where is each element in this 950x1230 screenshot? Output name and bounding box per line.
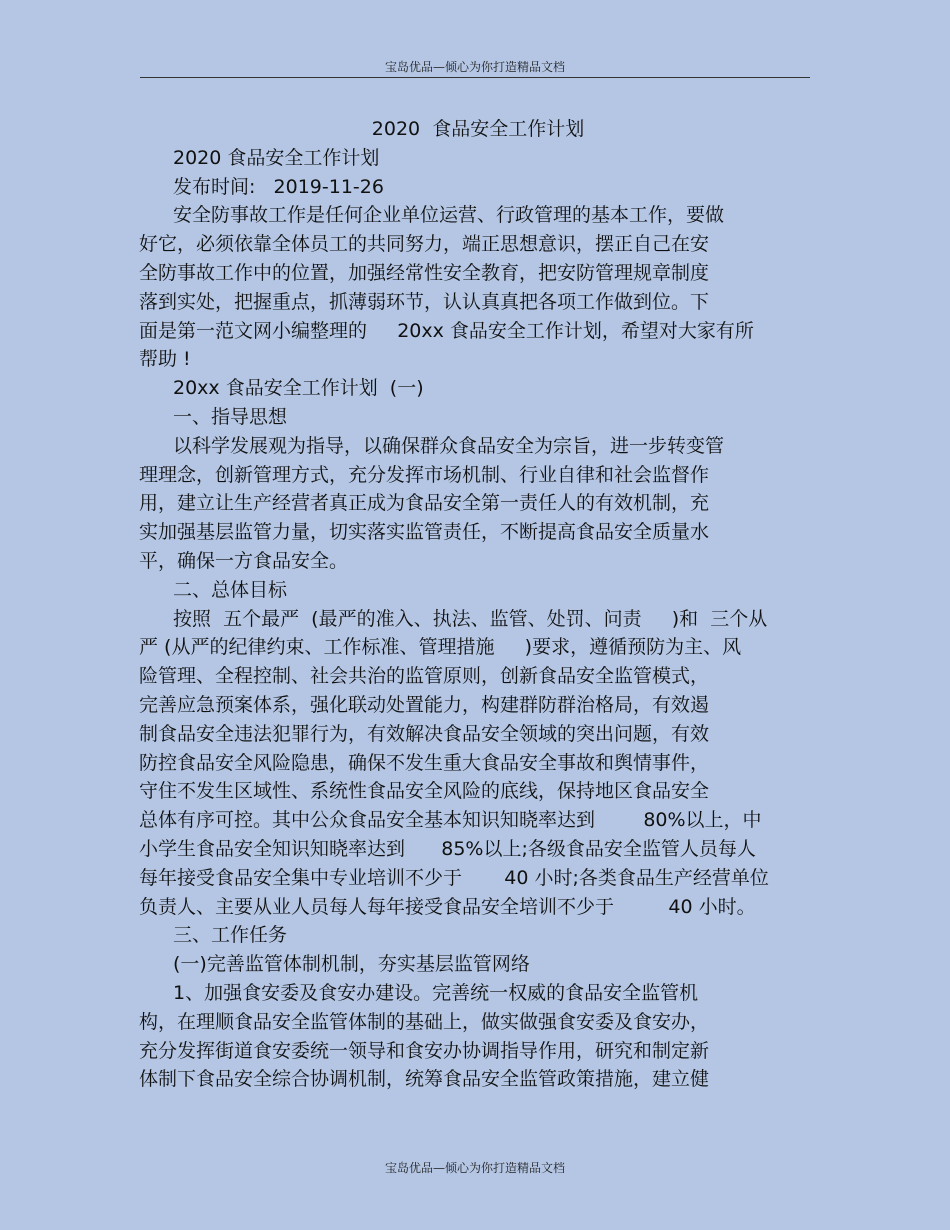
- text-line: 用，建立让生产经营者真正成为食品安全第一责任人的有效机制，充: [139, 492, 710, 515]
- header-divider: [140, 77, 810, 78]
- text-line: 守住不发生区域性、系统性食品安全风险的底线，保持地区食品安全: [139, 780, 710, 803]
- text-line: 20xx 食品安全工作计划 (一): [173, 377, 424, 400]
- text-line: (一)完善监管体制机制，夯实基层监管网络: [173, 953, 530, 976]
- text-line: 险管理、全程控制、社会共治的监管原则，创新食品安全监管模式，: [139, 665, 710, 688]
- text-line: 安全防事故工作是任何企业单位运营、行政管理的基本工作，要做: [173, 204, 725, 227]
- text-line: 实加强基层监管力量，切实落实监管责任，不断提高食品安全质量水: [139, 521, 710, 544]
- text-line: 总体有序可控。其中公众食品安全基本知识知晓率达到 80%以上，中: [139, 809, 762, 832]
- text-line: 负责人、主要从业人员每人每年接受食品安全培训不少于 40 小时。: [139, 895, 756, 918]
- text-line: 制食品安全违法犯罪行为，有效解决食品安全领域的突出问题，有效: [139, 722, 710, 745]
- text-line: 2020 食品安全工作计划: [173, 146, 380, 169]
- document-title: 2020 食品安全工作计划: [371, 118, 585, 140]
- text-line: 构，在理顺食品安全监管体制的基础上，做实做强食安委及食安办，: [139, 1010, 710, 1033]
- text-line: 防控食品安全风险隐患，确保不发生重大食品安全事故和舆情事件，: [139, 751, 710, 774]
- text-line: 充分发挥街道食安委统一领导和食安办协调指导作用，研究和制定新: [139, 1039, 710, 1062]
- text-line: 体制下食品安全综合协调机制，统筹食品安全监管政策措施，建立健: [139, 1068, 710, 1091]
- document-body: [139, 115, 799, 1094]
- text-line: 以科学发展观为指导，以确保群众食品安全为宗旨，进一步转变管: [173, 434, 725, 457]
- text-line: 按照 五个最严 (最严的准入、执法、监管、处罚、问责 )和 三个从: [173, 607, 768, 630]
- text-line: 三、工作任务: [173, 924, 288, 947]
- text-line: 小学生食品安全知识知晓率达到 85%以上;各级食品安全监管人员每人: [139, 837, 756, 860]
- text-line: 理理念，创新管理方式，充分发挥市场机制、行业自律和社会监督作: [139, 463, 710, 486]
- text-line: 好它，必须依靠全体员工的共同努力，端正思想意识，摆正自己在安: [139, 233, 710, 256]
- text-line: 严 (从严的纪律约束、工作标准、管理措施 )要求，遵循预防为主、风: [139, 636, 742, 659]
- text-line: 面是第一范文网小编整理的 20xx 食品安全工作计划，希望对大家有所: [139, 319, 754, 342]
- text-line: 一、指导思想: [173, 405, 288, 428]
- text-line: 平，确保一方食品安全。: [139, 549, 349, 572]
- page-header: 宝岛优品—倾心为你打造精品文档: [384, 60, 565, 74]
- text-line: 二、总体目标: [173, 578, 288, 601]
- page-footer: 宝岛优品—倾心为你打造精品文档: [384, 1161, 565, 1175]
- text-line: 每年接受食品安全集中专业培训不少于 40 小时;各类食品生产经营单位: [139, 866, 769, 889]
- text-line: 1、加强食安委及食安办建设。完善统一权威的食品安全监管机: [173, 981, 699, 1004]
- paragraph-lines: [139, 144, 799, 1094]
- text-line: 发布时间: 2019-11-26: [173, 175, 384, 198]
- text-line: 落到实处，把握重点，抓薄弱环节，认认真真把各项工作做到位。下: [139, 290, 710, 313]
- text-line: 完善应急预案体系，强化联动处置能力，构建群防群治格局，有效遏: [139, 693, 710, 716]
- text-line: 帮助 !: [139, 348, 191, 371]
- text-line: 全防事故工作中的位置，加强经常性安全教育，把安防管理规章制度: [139, 261, 710, 284]
